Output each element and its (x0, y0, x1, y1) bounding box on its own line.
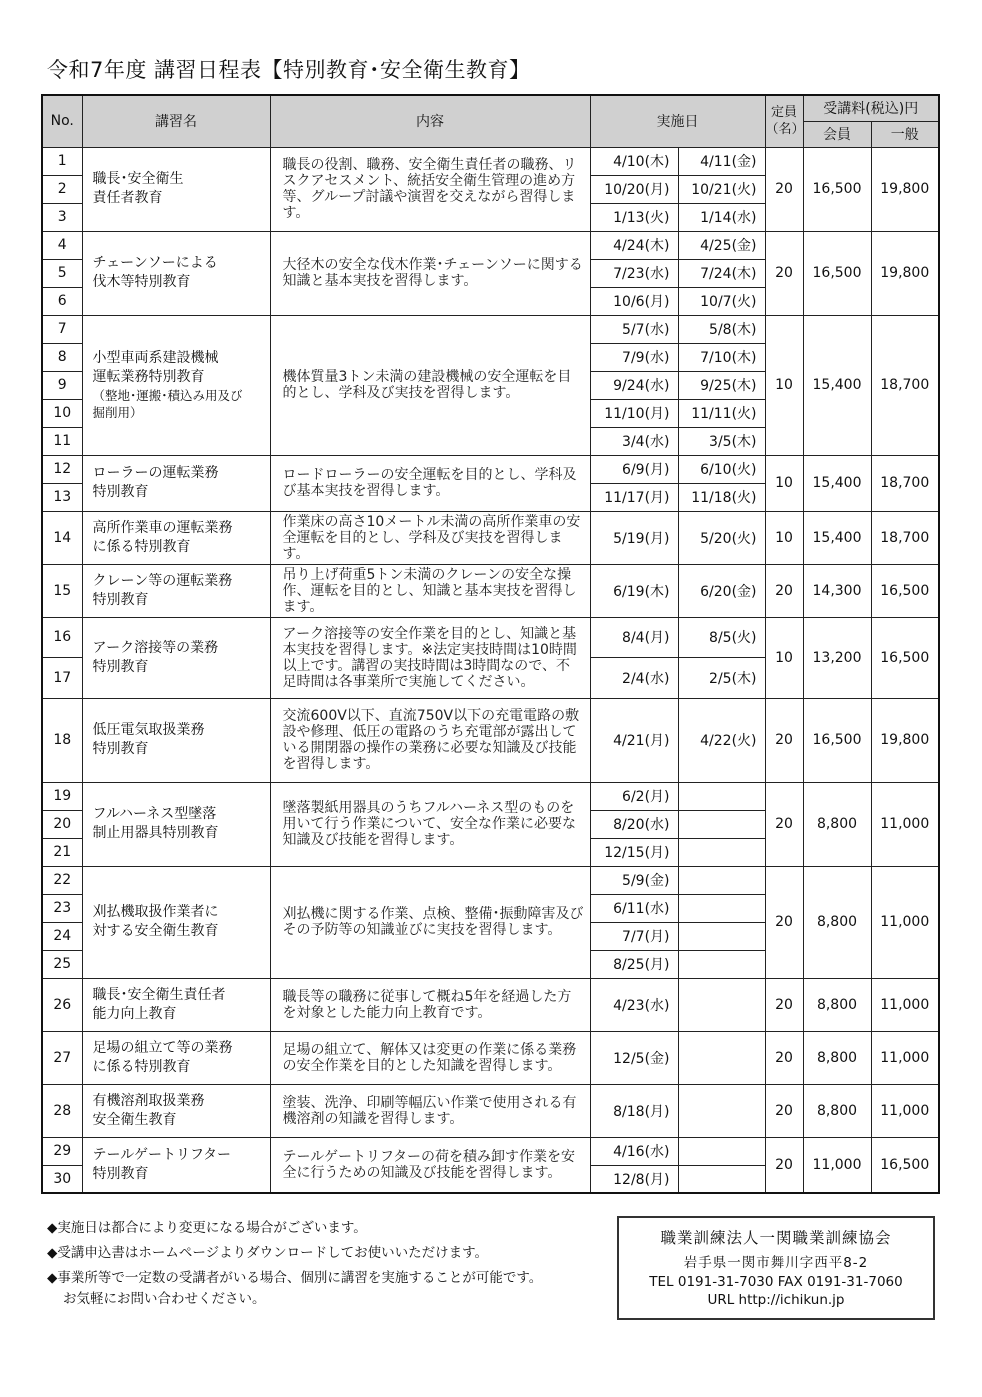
course-description: 吊り上げ荷重5トン未満のクレーンの安全な操作、運転を目的とし、知識と基本実技を習得します。 (270, 564, 590, 617)
course-name (82, 455, 270, 511)
member-fee: 15,400 (803, 455, 871, 511)
capacity: 10 (765, 617, 803, 698)
header-member-fee: 会員 (803, 121, 871, 147)
course-description: 足場の組立て、解体又は変更の作業に係る業務の安全作業を目的とした知識を習得します。 (270, 1031, 590, 1084)
course-description: テールゲートリフターの荷を積み卸す作業を安全に行うための知識及び技能を習得します。 (270, 1137, 590, 1193)
course-number: 22 (42, 866, 82, 894)
course-description: 機体質量3トン未満の建設機械の安全運転を目的とし、学科及び実技を習得します。 (270, 315, 590, 455)
start-date: 6/11(水) (590, 894, 678, 922)
course-name-line: 対する安全衛生教育 (92, 923, 219, 939)
start-date: 3/4(水) (590, 427, 678, 455)
schedule-table (41, 94, 940, 1194)
course-name-line: 高所作業車の運転業務 (92, 519, 233, 536)
note-on-site-course: ◆事業所等で一定数の受講者がいる場合、個別に講習を実施することが可能です。 (47, 1270, 543, 1286)
table-row (42, 315, 939, 343)
course-name-line: クレーン等の運転業務 (92, 572, 233, 589)
capacity: 20 (765, 1137, 803, 1193)
course-name-line: 足場の組立て等の業務 (92, 1039, 233, 1056)
end-date (678, 838, 765, 866)
member-fee: 15,400 (803, 315, 871, 455)
course-description: アーク溶接等の安全作業を目的とし、知識と基本実技を習得します。※法定実技時間は10時間以上です。講習の実技時間は3時間なので、不足時間は各事業所で実施してください。 (270, 617, 590, 698)
capacity: 20 (765, 564, 803, 617)
course-name-line: 特別教育 (92, 1165, 149, 1182)
end-date: 5/8(木) (678, 315, 765, 343)
course-number: 3 (42, 203, 82, 231)
start-date: 4/21(月) (590, 698, 678, 782)
course-description: 職長の役割、職務、安全衛生責任者の職務、リスクアセスメント、統括安全衛生管理の進め方等、グループ討議や演習を交えながら習得します。 (270, 147, 590, 231)
start-date: 4/23(水) (590, 978, 678, 1031)
course-name-line: フルハーネス型墜落 (92, 806, 217, 822)
course-name-line: 能力向上教育 (92, 1005, 177, 1022)
start-date: 8/18(月) (590, 1084, 678, 1137)
course-number: 14 (42, 511, 82, 564)
header-dates: 実施日 (590, 95, 765, 147)
notes (47, 1216, 542, 1312)
general-fee: 11,000 (871, 1031, 939, 1084)
member-fee: 14,300 (803, 564, 871, 617)
course-name-line: チェーンソーによる (92, 255, 218, 271)
course-number: 16 (42, 617, 82, 657)
member-fee: 16,500 (803, 231, 871, 315)
capacity: 20 (765, 1031, 803, 1084)
capacity: 10 (765, 455, 803, 511)
end-date (678, 1165, 765, 1193)
course-name-line: ローラーの運転業務 (92, 465, 219, 481)
course-number: 4 (42, 231, 82, 259)
start-date: 12/5(金) (590, 1031, 678, 1084)
end-date: 10/21(火) (678, 175, 765, 203)
start-date: 6/2(月) (590, 782, 678, 810)
header-no: No. (42, 95, 82, 147)
course-number: 29 (42, 1137, 82, 1165)
end-date: 11/11(火) (678, 399, 765, 427)
general-fee: 19,800 (871, 147, 939, 231)
note-application-form: ◆受講申込書はホームページよりダウンロードしてお使いいただけます。 (47, 1245, 489, 1261)
end-date (678, 950, 765, 978)
course-name (82, 511, 270, 564)
end-date: 11/18(火) (678, 483, 765, 511)
course-number: 17 (42, 657, 82, 698)
member-fee: 8,800 (803, 1031, 871, 1084)
start-date: 12/8(月) (590, 1165, 678, 1193)
start-date: 6/9(月) (590, 455, 678, 483)
course-name-line: 低圧電気取扱業務 (92, 722, 205, 738)
course-name (82, 866, 270, 978)
table-row (42, 1137, 939, 1165)
end-date: 5/20(火) (678, 511, 765, 564)
course-name-line: 制止用器具特別教育 (92, 825, 219, 841)
end-date: 3/5(木) (678, 427, 765, 455)
start-date: 8/4(月) (590, 617, 678, 657)
end-date: 10/7(火) (678, 287, 765, 315)
course-name-line: 特別教育 (92, 591, 149, 608)
course-name (82, 1137, 270, 1193)
general-fee: 19,800 (871, 698, 939, 782)
start-date: 7/9(水) (590, 343, 678, 371)
table-row (42, 231, 939, 259)
course-name (82, 978, 270, 1031)
course-description: 大径木の安全な伐木作業･チェーンソーに関する知識と基本実技を習得します。 (270, 231, 590, 315)
end-date (678, 978, 765, 1031)
capacity: 20 (765, 147, 803, 231)
start-date: 1/13(火) (590, 203, 678, 231)
course-number: 30 (42, 1165, 82, 1193)
start-date: 5/9(金) (590, 866, 678, 894)
course-name-line: 職長･安全衛生責任者 (92, 986, 226, 1003)
course-name-line: 運転業務特別教育 (92, 369, 205, 385)
organization-address: 岩手県一関市舞川字西平8-2 (683, 1255, 869, 1271)
end-date: 4/25(金) (678, 231, 765, 259)
course-number: 23 (42, 894, 82, 922)
course-name-line: 特別教育 (92, 741, 149, 757)
start-date: 4/10(木) (590, 147, 678, 175)
course-name (82, 1031, 270, 1084)
end-date (678, 1084, 765, 1137)
end-date (678, 1137, 765, 1165)
header-capacity: 定員（名） (765, 95, 803, 147)
start-date: 5/7(水) (590, 315, 678, 343)
capacity: 20 (765, 978, 803, 1031)
end-date: 6/20(金) (678, 564, 765, 617)
course-number: 9 (42, 371, 82, 399)
end-date: 4/11(金) (678, 147, 765, 175)
start-date: 9/24(水) (590, 371, 678, 399)
start-date: 10/20(月) (590, 175, 678, 203)
course-description: 交流600V以下、直流750V以下の充電電路の敷設や修理、低圧の電路のうち充電部が露出している開閉器の操作の業務に必要な知識及び技能を習得します。 (270, 698, 590, 782)
course-number: 27 (42, 1031, 82, 1084)
organization-box (617, 1216, 935, 1320)
course-name-line: に係る特別教育 (92, 538, 191, 555)
course-number: 19 (42, 782, 82, 810)
course-number: 5 (42, 259, 82, 287)
general-fee: 18,700 (871, 315, 939, 455)
organization-name: 職業訓練法人一関職業訓練協会 (660, 1229, 892, 1247)
course-name-line: 有機溶剤取扱業務 (92, 1092, 205, 1109)
course-number: 6 (42, 287, 82, 315)
organization-url[interactable]: URL http://ichikun.jp (707, 1292, 845, 1308)
capacity: 20 (765, 866, 803, 978)
member-fee: 15,400 (803, 511, 871, 564)
course-number: 7 (42, 315, 82, 343)
note-schedule-change: ◆実施日は都合により変更になる場合がございます。 (47, 1220, 367, 1236)
general-fee: 16,500 (871, 1137, 939, 1193)
end-date (678, 1031, 765, 1084)
start-date: 8/25(月) (590, 950, 678, 978)
course-name (82, 1084, 270, 1137)
course-number: 21 (42, 838, 82, 866)
course-number: 24 (42, 922, 82, 950)
course-description: 墜落製紙用器具のうちフルハーネス型のものを用いて行う作業について、安全な作業に必要な知識及び技能を習得します。 (270, 782, 590, 866)
table-row (42, 455, 939, 483)
course-number: 11 (42, 427, 82, 455)
end-date (678, 866, 765, 894)
member-fee: 11,000 (803, 1137, 871, 1193)
end-date: 4/22(火) (678, 698, 765, 782)
table-row (42, 617, 939, 657)
course-name-line: 刈払機取扱作業者に (92, 904, 219, 920)
course-name-line: アーク溶接等の業務 (92, 639, 219, 656)
course-name (82, 782, 270, 866)
end-date (678, 922, 765, 950)
capacity: 10 (765, 511, 803, 564)
course-name-line: テールゲートリフター (92, 1146, 231, 1163)
general-fee: 11,000 (871, 782, 939, 866)
end-date: 7/10(木) (678, 343, 765, 371)
course-number: 25 (42, 950, 82, 978)
course-name-line: 小型車両系建設機械 (92, 350, 219, 366)
table-row (42, 564, 939, 617)
end-date: 8/5(火) (678, 617, 765, 657)
table-row (42, 511, 939, 564)
end-date: 7/24(木) (678, 259, 765, 287)
course-name (82, 698, 270, 782)
start-date: 6/19(木) (590, 564, 678, 617)
start-date: 11/10(月) (590, 399, 678, 427)
course-number: 18 (42, 698, 82, 782)
start-date: 7/23(水) (590, 259, 678, 287)
member-fee: 13,200 (803, 617, 871, 698)
course-name (82, 564, 270, 617)
header-fee: 受講料(税込)円 (803, 95, 939, 121)
header-general-fee: 一般 (871, 121, 939, 147)
member-fee: 16,500 (803, 147, 871, 231)
start-date: 7/7(月) (590, 922, 678, 950)
end-date (678, 810, 765, 838)
course-number: 26 (42, 978, 82, 1031)
page-title: 令和7年度 講習日程表【特別教育･安全衛生教育】 (47, 58, 531, 82)
capacity: 20 (765, 698, 803, 782)
member-fee: 16,500 (803, 698, 871, 782)
start-date: 11/17(月) (590, 483, 678, 511)
course-number: 2 (42, 175, 82, 203)
start-date: 5/19(月) (590, 511, 678, 564)
course-description: 職長等の職務に従事して概ね5年を経過した方を対象とした能力向上教育です。 (270, 978, 590, 1031)
header-course-name: 講習名 (82, 95, 270, 147)
course-name-subtitle: （整地･運搬･積込み用及び (92, 388, 243, 403)
end-date (678, 894, 765, 922)
course-number: 10 (42, 399, 82, 427)
course-number: 13 (42, 483, 82, 511)
course-name (82, 315, 270, 455)
start-date: 8/20(水) (590, 810, 678, 838)
table-row (42, 782, 939, 810)
course-name-line: 特別教育 (92, 658, 149, 675)
start-date: 4/16(水) (590, 1137, 678, 1165)
table-row (42, 698, 939, 782)
start-date: 12/15(月) (590, 838, 678, 866)
general-fee: 11,000 (871, 978, 939, 1031)
course-name (82, 231, 270, 315)
course-name-line: 職長･安全衛生 (92, 171, 184, 187)
table-row (42, 147, 939, 175)
capacity: 20 (765, 231, 803, 315)
member-fee: 8,800 (803, 978, 871, 1031)
end-date: 2/5(木) (678, 657, 765, 698)
organization-phone: TEL 0191-31-7030 FAX 0191-31-7060 (649, 1274, 903, 1290)
course-description: 塗装、洗浄、印刷等幅広い作業で使用される有機溶剤の知識を習得します。 (270, 1084, 590, 1137)
general-fee: 19,800 (871, 231, 939, 315)
course-name-line: 伐木等特別教育 (92, 274, 191, 290)
member-fee: 8,800 (803, 1084, 871, 1137)
course-number: 15 (42, 564, 82, 617)
course-number: 20 (42, 810, 82, 838)
table-row (42, 978, 939, 1031)
start-date: 4/24(木) (590, 231, 678, 259)
end-date: 1/14(水) (678, 203, 765, 231)
course-number: 12 (42, 455, 82, 483)
course-number: 1 (42, 147, 82, 175)
member-fee: 8,800 (803, 866, 871, 978)
course-number: 8 (42, 343, 82, 371)
note-contact: お気軽にお問い合わせください。 (63, 1291, 266, 1307)
course-number: 28 (42, 1084, 82, 1137)
course-name-line: 特別教育 (92, 484, 149, 500)
general-fee: 18,700 (871, 455, 939, 511)
end-date: 6/10(火) (678, 455, 765, 483)
general-fee: 11,000 (871, 866, 939, 978)
start-date: 10/6(月) (590, 287, 678, 315)
header-description: 内容 (270, 95, 590, 147)
start-date: 2/4(水) (590, 657, 678, 698)
course-name (82, 147, 270, 231)
course-name (82, 617, 270, 698)
course-name-line: に係る特別教育 (92, 1058, 191, 1075)
table-row (42, 866, 939, 894)
general-fee: 16,500 (871, 617, 939, 698)
table-row (42, 1031, 939, 1084)
course-name-line: 責任者教育 (92, 190, 163, 206)
capacity: 10 (765, 315, 803, 455)
course-description: ロードローラーの安全運転を目的とし、学科及び基本実技を習得します。 (270, 455, 590, 511)
general-fee: 16,500 (871, 564, 939, 617)
member-fee: 8,800 (803, 782, 871, 866)
course-name-subtitle: 掘削用） (92, 405, 143, 420)
general-fee: 18,700 (871, 511, 939, 564)
course-description: 作業床の高さ10メートル未満の高所作業車の安全運転を目的とし、学科及び実技を習得します。 (270, 511, 590, 564)
end-date: 9/25(木) (678, 371, 765, 399)
capacity: 20 (765, 782, 803, 866)
course-description: 刈払機に関する作業、点検、整備･振動障害及びその予防等の知識並びに実技を習得します。 (270, 866, 590, 978)
table-row (42, 1084, 939, 1137)
course-name-line: 安全衛生教育 (92, 1111, 177, 1128)
end-date (678, 782, 765, 810)
general-fee: 11,000 (871, 1084, 939, 1137)
capacity: 20 (765, 1084, 803, 1137)
